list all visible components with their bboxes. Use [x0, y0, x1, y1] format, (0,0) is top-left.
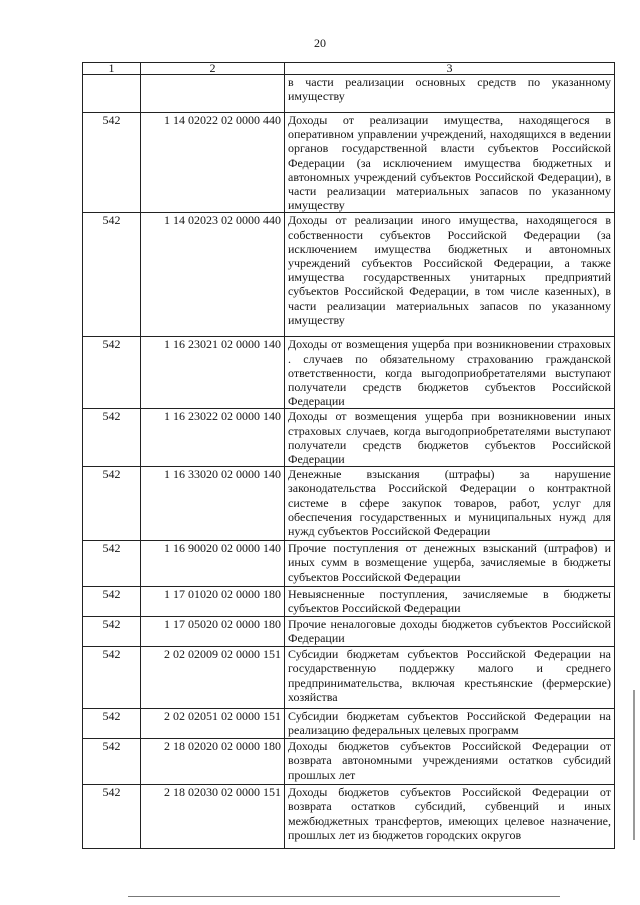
revenue-description-cell: Невыясненные поступления, зачисляемые в бюджеты субъектов Российской Федерации: [285, 587, 615, 617]
revenue-code-cell: 1 16 23021 02 0000 140: [141, 337, 285, 409]
admin-code-cell: 542: [83, 617, 141, 647]
table-row: [83, 739, 615, 785]
admin-code-cell: 542: [83, 337, 141, 409]
revenue-code-cell: 2 02 02009 02 0000 151: [141, 647, 285, 709]
revenue-description-cell: Доходы от реализации имущества, находящегося в оперативном управлении учреждений, находящихся в ведении органов государственной власти субъектов Российской Федерации (за исключением имущества бюджетных и автономных учреждений субъектов Российской Федерации), в части реализации материальных запасов по указанному имуществу: [285, 113, 615, 213]
table-row: [83, 337, 615, 409]
revenue-code-cell: 1 17 05020 02 0000 180: [141, 617, 285, 647]
table-row: [83, 647, 615, 709]
revenue-code-cell: 1 17 01020 02 0000 180: [141, 587, 285, 617]
admin-code-cell: 542: [83, 213, 141, 337]
table-row: [83, 541, 615, 587]
admin-code-cell: 542: [83, 785, 141, 849]
table-row: [83, 587, 615, 617]
admin-code-cell: 542: [83, 113, 141, 213]
admin-code-cell: 542: [83, 587, 141, 617]
table-row: [83, 75, 615, 113]
column-header-3: 3: [285, 63, 615, 75]
table-row: [83, 213, 615, 337]
revenue-code-cell: 2 18 02030 02 0000 151: [141, 785, 285, 849]
revenue-code-cell: 1 16 90020 02 0000 140: [141, 541, 285, 587]
revenue-description-cell: Доходы от возмещения ущерба при возникновении иных страховых случаев, когда выгодоприобретателями выступают получатели средств бюджетов субъектов Российской Федерации: [285, 409, 615, 467]
admin-code-cell: [83, 75, 141, 113]
revenue-description-cell: Субсидии бюджетам субъектов Российской Федерации на реализацию федеральных целевых программ: [285, 709, 615, 739]
admin-code-cell: 542: [83, 647, 141, 709]
column-header-2: 2: [141, 63, 285, 75]
table-row: [83, 709, 615, 739]
revenue-code-cell: 1 14 02022 02 0000 440: [141, 113, 285, 213]
revenue-description-cell: Доходы от реализации иного имущества, находящегося в собственности субъектов Российской Федерации (за исключением имущества бюджетных и автономных учреждений субъектов Российской Федерации, а также имущества государственных унитарных предприятий субъектов Российской Федерации, в том числе казенных), в части реализации материальных запасов по указанному имуществу: [285, 213, 615, 337]
revenue-code-cell: 2 18 02020 02 0000 180: [141, 739, 285, 785]
table-row: [83, 467, 615, 541]
revenue-code-cell: 1 16 33020 02 0000 140: [141, 467, 285, 541]
revenue-description-cell: Доходы бюджетов субъектов Российской Федерации от возврата остатков субсидий, субвенций и иных межбюджетных трансфертов, имеющих целевое назначение, прошлых лет из бюджетов городских округов: [285, 785, 615, 849]
revenue-description-cell: Доходы от возмещения ущерба при возникновении страховых . случаев по обязательному страхованию гражданской ответственности, когда выгодоприобретателями выступают получатели средств бюджетов субъектов Российской Федерации: [285, 337, 615, 409]
revenue-code-cell: 1 14 02023 02 0000 440: [141, 213, 285, 337]
revenue-description-cell: Прочие неналоговые доходы бюджетов субъектов Российской Федерации: [285, 617, 615, 647]
scan-bottom-line: [128, 896, 560, 897]
revenue-description-cell: Прочие поступления от денежных взысканий (штрафов) и иных сумм в возмещение ущерба, зачисляемые в бюджеты субъектов Российской Федерации: [285, 541, 615, 587]
scan-edge-mark: [633, 690, 635, 840]
table-row: [83, 409, 615, 467]
admin-code-cell: 542: [83, 467, 141, 541]
revenue-codes-table: [82, 62, 615, 849]
revenue-description-cell: Доходы бюджетов субъектов Российской Федерации от возврата автономными учреждениями остатков субсидий прошлых лет: [285, 739, 615, 785]
revenue-description-cell: Субсидии бюджетам субъектов Российской Федерации на государственную поддержку малого и среднего предпринимательства, включая крестьянские (фермерские) хозяйства: [285, 647, 615, 709]
admin-code-cell: 542: [83, 709, 141, 739]
page-number: 20: [314, 36, 326, 50]
admin-code-cell: 542: [83, 739, 141, 785]
table-row: [83, 113, 615, 213]
admin-code-cell: 542: [83, 409, 141, 467]
revenue-code-cell: [141, 75, 285, 113]
revenue-description-cell: Денежные взыскания (штрафы) за нарушение законодательства Российской Федерации о контрактной системе в сфере закупок товаров, работ, услуг для обеспечения государственных и муниципальных нужд для нужд субъектов Российской Федерации: [285, 467, 615, 541]
revenue-description-cell: в части реализации основных средств по указанному имуществу: [285, 75, 615, 113]
revenue-code-cell: 2 02 02051 02 0000 151: [141, 709, 285, 739]
revenue-code-cell: 1 16 23022 02 0000 140: [141, 409, 285, 467]
table-row: [83, 785, 615, 849]
column-header-1: 1: [83, 63, 141, 75]
table-header-row: [83, 63, 615, 75]
table-row: [83, 617, 615, 647]
admin-code-cell: 542: [83, 541, 141, 587]
